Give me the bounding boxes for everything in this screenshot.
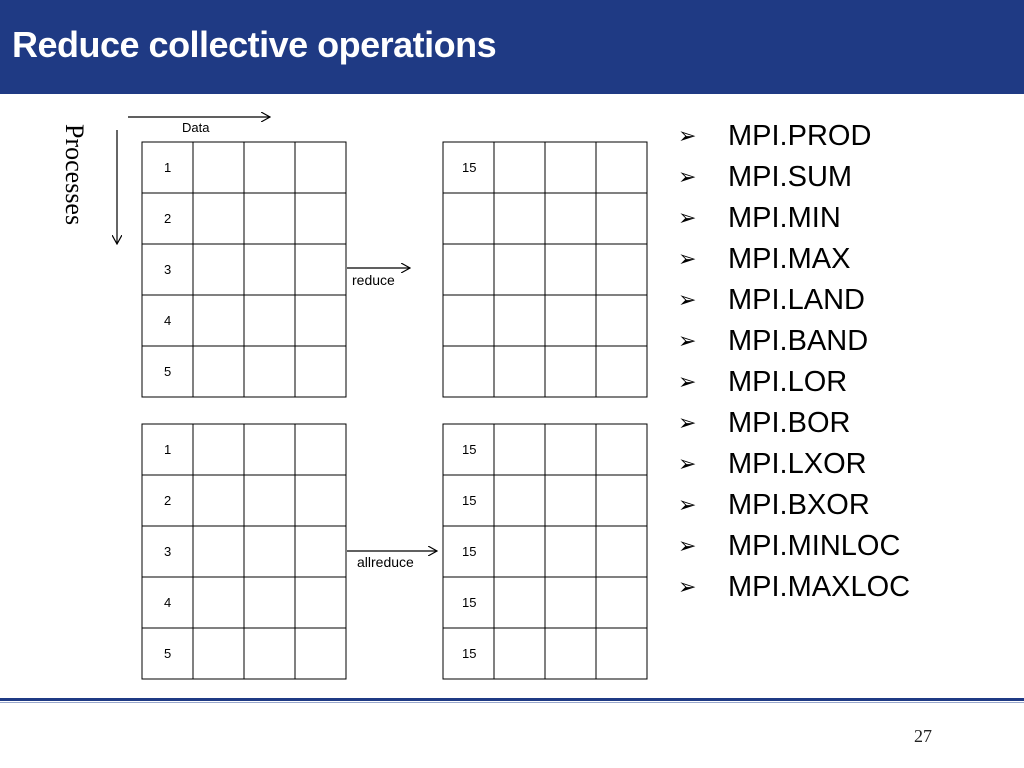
arrow-bullet-icon: ➢: [678, 288, 697, 313]
arrow-bullet-icon: ➢: [678, 329, 697, 354]
arrow-bullet-icon: ➢: [678, 247, 697, 272]
allreduce-output-cell: [545, 628, 596, 679]
allreduce-input-value: 2: [164, 493, 172, 508]
reduce-input-cell: [244, 295, 295, 346]
allreduce-output-cell: [596, 628, 647, 679]
arrow-bullet-icon: ➢: [678, 124, 697, 149]
reduce-input-value: 2: [164, 211, 172, 226]
reduce-output-cell: [545, 346, 596, 397]
arrow-bullet-icon: ➢: [678, 575, 697, 600]
reduce-output-cell: [545, 244, 596, 295]
allreduce-output-cell: [494, 526, 545, 577]
operation-label: MPI.MAX: [728, 243, 851, 275]
operation-label: MPI.PROD: [728, 120, 872, 152]
allreduce-input-value: 4: [164, 595, 172, 610]
operation-label: MPI.MINLOC: [728, 530, 901, 562]
reduce-input-cell: [244, 244, 295, 295]
operation-label: MPI.MAXLOC: [728, 571, 911, 603]
operation-label: MPI.BOR: [728, 407, 851, 439]
reduce-label: reduce: [352, 272, 395, 288]
operation-label: MPI.BXOR: [728, 489, 870, 521]
reduce-output-cell: [443, 193, 494, 244]
reduce-output-grid: [443, 142, 647, 397]
arrow-bullet-icon: ➢: [678, 206, 697, 231]
operation-item: [678, 485, 910, 526]
allreduce-output-cell: [494, 577, 545, 628]
allreduce-input-value: 5: [164, 646, 172, 661]
reduce-input-cell: [193, 193, 244, 244]
allreduce-input-cell: [193, 628, 244, 679]
operation-label: MPI.MIN: [728, 202, 841, 234]
reduce-output-cell: [545, 193, 596, 244]
operation-item: [678, 157, 910, 198]
allreduce-label: allreduce: [357, 554, 414, 570]
reduce-output-cell: [596, 244, 647, 295]
allreduce-output-cell: [494, 628, 545, 679]
allreduce-input-cell: [193, 424, 244, 475]
allreduce-output-value: 15: [462, 646, 477, 661]
allreduce-output-cell: [596, 424, 647, 475]
slide-title: Reduce collective operations: [12, 24, 497, 65]
reduce-input-cell: [295, 244, 346, 295]
operation-item: [678, 526, 910, 567]
allreduce-input-cell: [295, 424, 346, 475]
processes-axis-label: Processes: [60, 124, 89, 226]
page-number: 27: [914, 726, 932, 746]
reduce-input-cell: [244, 142, 295, 193]
operation-item: [678, 362, 910, 403]
reduce-output-cell: [596, 346, 647, 397]
allreduce-input-cell: [244, 424, 295, 475]
arrow-bullet-icon: ➢: [678, 411, 697, 436]
allreduce-output-value: 15: [462, 493, 477, 508]
operation-item: [678, 403, 910, 444]
operation-item: [678, 567, 910, 608]
arrow-bullet-icon: ➢: [678, 493, 697, 518]
allreduce-input-cell: [295, 577, 346, 628]
allreduce-input-cell: [244, 577, 295, 628]
allreduce-input-cell: [295, 526, 346, 577]
reduce-input-cell: [295, 295, 346, 346]
operation-label: MPI.LAND: [728, 284, 865, 316]
reduce-input-cell: [193, 295, 244, 346]
operation-item: [678, 444, 910, 485]
allreduce-output-cell: [545, 424, 596, 475]
reduce-output-cell: [494, 142, 545, 193]
reduce-output-cell: [494, 346, 545, 397]
allreduce-output-cell: [494, 475, 545, 526]
allreduce-input-cell: [193, 577, 244, 628]
allreduce-output-cell: [494, 424, 545, 475]
reduce-input-value: 1: [164, 160, 172, 175]
allreduce-input-cell: [295, 475, 346, 526]
reduce-input-value: 5: [164, 364, 172, 379]
allreduce-input-cell: [295, 628, 346, 679]
arrow-bullet-icon: ➢: [678, 452, 697, 477]
reduce-input-cell: [193, 346, 244, 397]
allreduce-input-value: 3: [164, 544, 172, 559]
allreduce-output-value: 15: [462, 442, 477, 457]
allreduce-output-value: 15: [462, 595, 477, 610]
reduce-input-value: 3: [164, 262, 172, 277]
operation-item: [678, 280, 910, 321]
reduce-output-value: 15: [462, 160, 477, 175]
allreduce-input-cell: [244, 628, 295, 679]
allreduce-input-value: 1: [164, 442, 172, 457]
allreduce-output-cell: [545, 526, 596, 577]
allreduce-input-cell: [193, 526, 244, 577]
reduce-input-cell: [244, 193, 295, 244]
allreduce-output-cell: [596, 577, 647, 628]
allreduce-output-cell: [596, 526, 647, 577]
reduce-output-cell: [494, 295, 545, 346]
reduce-output-cell: [545, 295, 596, 346]
data-axis-label: Data: [182, 120, 210, 135]
reduce-output-cell: [443, 295, 494, 346]
operation-label: MPI.LOR: [728, 366, 848, 398]
operations-list: [678, 116, 910, 608]
reduce-output-cell: [596, 295, 647, 346]
allreduce-input-cell: [193, 475, 244, 526]
allreduce-output-cell: [596, 475, 647, 526]
reduce-input-cell: [193, 244, 244, 295]
reduce-output-cell: [494, 193, 545, 244]
reduce-output-cell: [596, 142, 647, 193]
operation-label: MPI.SUM: [728, 161, 853, 193]
footer-divider-thin: [0, 702, 1024, 703]
reduce-output-cell: [443, 346, 494, 397]
reduce-output-cell: [545, 142, 596, 193]
reduce-input-cell: [193, 142, 244, 193]
reduce-output-cell: [494, 244, 545, 295]
reduce-input-cell: [295, 142, 346, 193]
reduce-output-cell: [443, 244, 494, 295]
reduce-input-cell: [244, 346, 295, 397]
operation-item: [678, 239, 910, 280]
arrow-bullet-icon: ➢: [678, 370, 697, 395]
allreduce-input-cell: [244, 475, 295, 526]
reduce-output-cell: [596, 193, 647, 244]
allreduce-input-grid: [142, 424, 346, 679]
allreduce-output-grid: [443, 424, 647, 679]
reduce-input-value: 4: [164, 313, 172, 328]
allreduce-output-cell: [545, 577, 596, 628]
operation-item: [678, 198, 910, 239]
allreduce-input-cell: [244, 526, 295, 577]
reduce-input-cell: [295, 193, 346, 244]
operation-item: [678, 116, 910, 157]
allreduce-output-cell: [545, 475, 596, 526]
reduce-input-cell: [295, 346, 346, 397]
arrow-bullet-icon: ➢: [678, 534, 697, 559]
allreduce-output-value: 15: [462, 544, 477, 559]
operation-label: MPI.BAND: [728, 325, 869, 357]
operation-item: [678, 321, 910, 362]
reduce-input-grid: [142, 142, 346, 397]
arrow-bullet-icon: ➢: [678, 165, 697, 190]
operation-label: MPI.LXOR: [728, 448, 867, 480]
footer-divider: [0, 698, 1024, 701]
